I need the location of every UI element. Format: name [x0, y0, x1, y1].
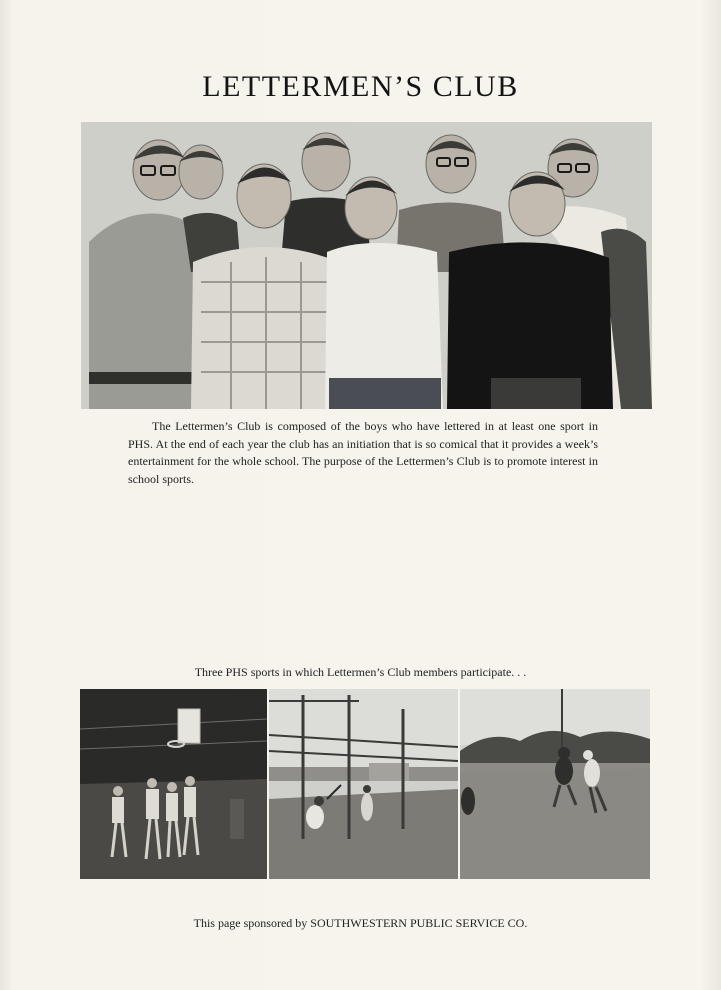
baseball-photo	[269, 689, 458, 879]
sponsor-credit: This page sponsored by SOUTHWESTERN PUBLIC SERVICE CO.	[193, 916, 528, 930]
sports-lead-caption: Three PHS sports in which Lettermen’s Club members participate. . .	[194, 665, 527, 679]
basketball-photo	[80, 689, 267, 879]
football-photo	[460, 689, 650, 879]
football-photo-icon	[460, 689, 650, 879]
page-title: LETTERMEN’S CLUB	[202, 70, 519, 103]
club-description-text: The Lettermen’s Club is composed of the boys who have lettered in at least one sport in PHS. At the end of each year the club has an initiation that is so comical that it provides a week’s entertainment for the whole school. The purpose of the Lettermen’s Club is to promote interest in school sports.	[128, 419, 598, 486]
group-photo-icon	[81, 122, 652, 409]
group-photo	[81, 122, 652, 409]
club-description	[128, 418, 598, 488]
basketball-photo-icon	[80, 689, 267, 879]
baseball-photo-icon	[269, 689, 458, 879]
